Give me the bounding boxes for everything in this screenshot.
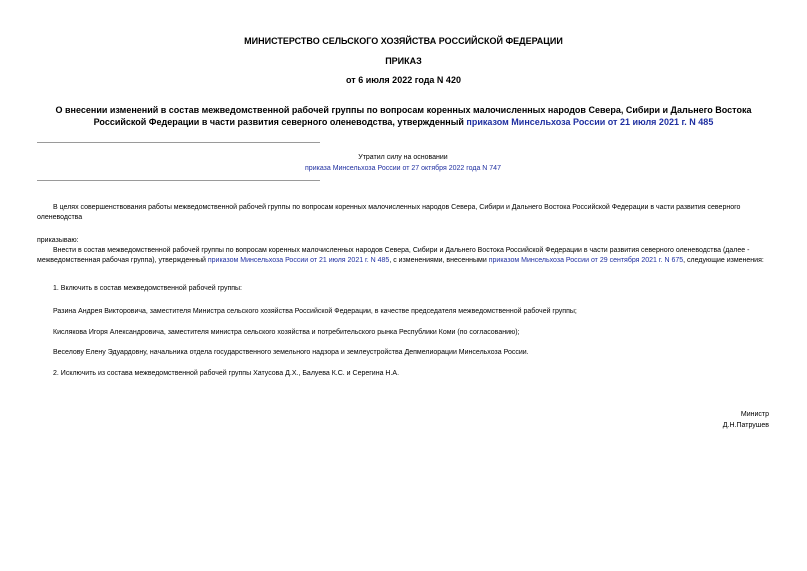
main-text-part2: , с изменениями, внесенными [389, 257, 489, 264]
main-paragraph [37, 246, 770, 266]
preamble-paragraph: В целях совершенствования работы межведомственной рабочей группы по вопросам коренных малочисленных народов Севера, Сибири и Дальнего Востока Российской Федерации в части развития северного оленеводства [37, 204, 741, 221]
person-1-paragraph: Разина Андрея Викторовича, заместителя Министра сельского хозяйства Российской Федерации, в качестве председателя межведомственной рабочей группы; [53, 308, 577, 315]
subject-order-link[interactable]: приказом Минсельхоза России от 21 июля 2021 г. N 485 [466, 117, 714, 127]
subject-text: О внесении изменений в состав межведомственной рабочей группы по вопросам коренных малочисленных народов Севера, Сибири и Дальнего Востока Российской Федерации в части развития северного оленеводства, утвержденный [55, 105, 752, 127]
lost-force-label: Утратил силу на основании [358, 154, 448, 161]
order-word: приказываю: [37, 237, 79, 244]
main-order-link-485[interactable]: приказом Минсельхоза России от 21 июля 2021 г. N 485 [207, 257, 390, 264]
main-text-part1: Внести в состав межведомственной рабочей группы по вопросам коренных малочисленных народов Севера, Сибири и Дальнего Востока Российской Федерации в части развития северного оленеводства (далее - межведомственная рабочая группа), утвержденный [37, 247, 750, 264]
divider-top [37, 142, 320, 143]
ministry-title: МИНИСТЕРСТВО СЕЛЬСКОГО ХОЗЯЙСТВА РОССИЙСКОЙ ФЕДЕРАЦИИ [244, 36, 563, 46]
item-1-paragraph: 1. Включить в состав межведомственной рабочей группы: [53, 285, 242, 292]
lost-force-note [37, 163, 769, 174]
person-2-paragraph: Кислякова Игоря Александровича, заместителя министра сельского хозяйства и потребительского рынка Республики Коми (по согласованию); [53, 329, 520, 336]
signature-name: Д.Н.Патрушев [722, 422, 769, 429]
document-type: ПРИКАЗ [385, 56, 422, 66]
document-date-number: от 6 июля 2022 года N 420 [346, 75, 461, 85]
main-text-part3: , следующие изменения: [683, 257, 764, 264]
person-3-paragraph: Веселову Елену Эдуардовну, начальника отдела государственного земельного надзора и землеустройства Депмелиорации Минсельхоза России. [53, 349, 529, 356]
lost-force-order-link[interactable]: приказа Минсельхоза России от 27 октября 2022 года N 747 [305, 165, 501, 172]
signature-position: Министр [740, 411, 769, 418]
divider-bottom [37, 180, 320, 181]
document-subject [40, 104, 767, 128]
item-2-paragraph: 2. Исключить из состава межведомственной рабочей группы Хатусова Д.Х., Балуева К.С. и Серегина Н.А. [53, 370, 400, 377]
main-order-link-675[interactable]: приказом Минсельхоза России от 29 сентября 2021 г. N 675 [488, 257, 684, 264]
